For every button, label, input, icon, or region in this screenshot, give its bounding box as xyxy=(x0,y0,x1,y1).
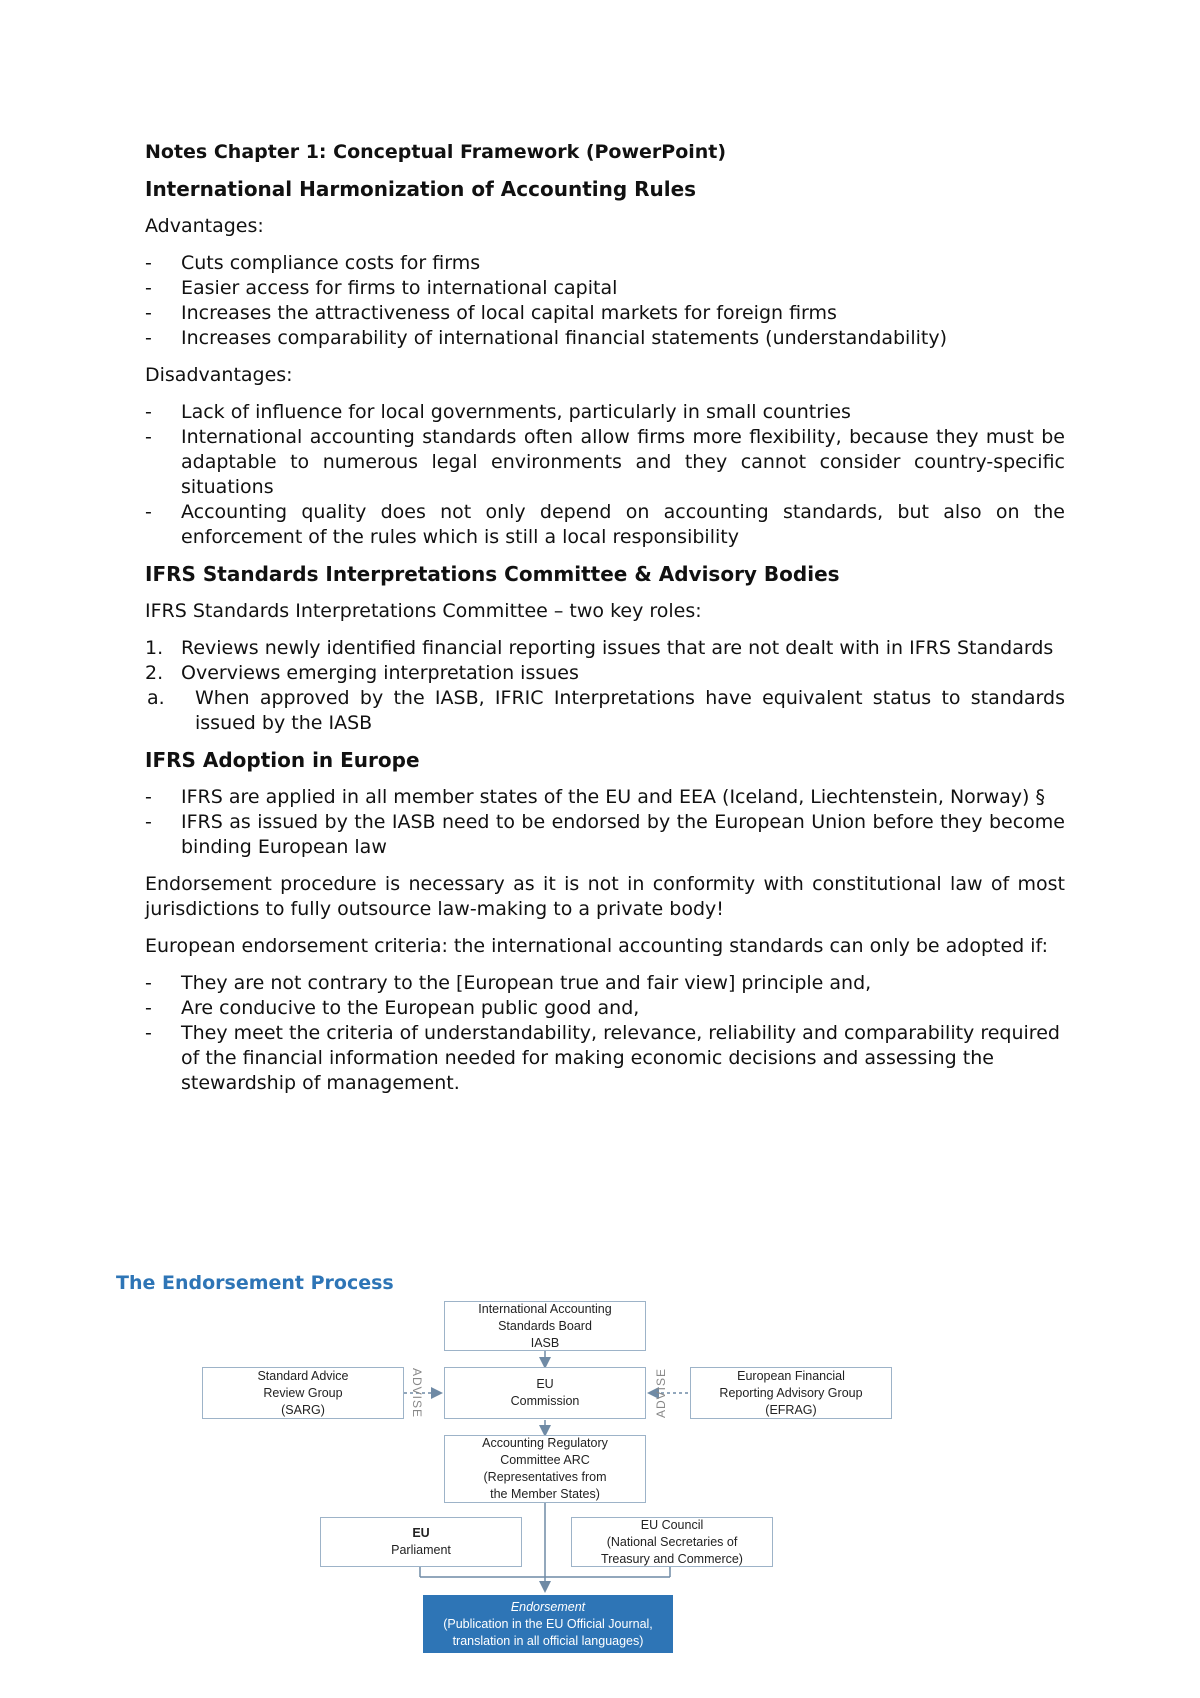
list-item: - Easier access for firms to international capital xyxy=(145,277,618,299)
page-title: Notes Chapter 1: Conceptual Framework (PowerPoint) xyxy=(145,141,727,163)
eu-council-box: EU Council (National Secretaries of Treasury and Commerce) xyxy=(571,1517,773,1567)
eu-commission-box: EU Commission xyxy=(444,1367,646,1419)
list-item: - Increases comparability of international financial statements (understandability) xyxy=(145,327,947,349)
list-item: 2. Overviews emerging interpretation issues xyxy=(145,662,579,684)
list-item: - Are conducive to the European public good and, xyxy=(145,997,640,1019)
iasb-box: International Accounting Standards Board IASB xyxy=(444,1301,646,1351)
list-item: - IFRS are applied in all member states of the EU and EEA (Iceland, Liechtenstein, Norway) § xyxy=(145,786,1045,808)
list-item: - They are not contrary to the [European true and fair view] principle and, xyxy=(145,972,872,994)
section-heading-adoption: IFRS Adoption in Europe xyxy=(145,748,420,772)
sarg-box: Standard Advice Review Group (SARG) xyxy=(202,1367,404,1419)
list-item: - Lack of influence for local governments, particularly in small countries xyxy=(145,401,851,423)
list-item: a. When approved by the IASB, IFRIC Interpretations have equivalent status to standards issued by the IASB xyxy=(147,687,1065,734)
section-heading-ifric: IFRS Standards Interpretations Committee & Advisory Bodies xyxy=(145,562,840,586)
section-heading-harmonization: International Harmonization of Accounting Rules xyxy=(145,177,697,201)
list-item: - IFRS as issued by the IASB need to be endorsed by the European Union before they become binding European law xyxy=(145,811,1065,858)
ifric-intro: IFRS Standards Interpretations Committee – two key roles: xyxy=(145,600,702,622)
endorsement-paragraph: Endorsement procedure is necessary as it is not in conformity with constitutional law of most jurisdictions to fully outsource law-making to a private body! xyxy=(145,873,1065,920)
list-item: 1. Reviews newly identified financial reporting issues that are not dealt with in IFRS Standards xyxy=(145,637,1054,659)
advise-label-left: ADVISE xyxy=(410,1367,425,1419)
eu-parliament-box: EU Parliament xyxy=(320,1517,522,1567)
advise-label-right: ADVISE xyxy=(654,1367,669,1419)
diagram-title: The Endorsement Process xyxy=(116,1272,394,1294)
efrag-box: European Financial Reporting Advisory Group (EFRAG) xyxy=(690,1367,892,1419)
list-item: - Cuts compliance costs for firms xyxy=(145,252,481,274)
criteria-intro: European endorsement criteria: the international accounting standards can only be adopted if: xyxy=(145,935,1048,957)
list-item: - International accounting standards often allow firms more flexibility, because they must be adaptable to numerous legal environments and they cannot consider country-specific situations xyxy=(145,426,1065,498)
list-item: - Accounting quality does not only depend on accounting standards, but also on the enforcement of the rules which is still a local responsibility xyxy=(145,501,1065,548)
disadvantages-label: Disadvantages: xyxy=(145,364,293,386)
advantages-label: Advantages: xyxy=(145,215,264,237)
list-item: - They meet the criteria of understandability, relevance, reliability and comparability required of the financial information needed for making economic decisions and assessing the stewardship of management. xyxy=(145,1022,1060,1094)
endorsement-box: Endorsement (Publication in the EU Official Journal, translation in all official languages) xyxy=(423,1595,673,1653)
list-item: - Increases the attractiveness of local capital markets for foreign firms xyxy=(145,302,837,324)
arc-box: Accounting Regulatory Committee ARC (Representatives from the Member States) xyxy=(444,1435,646,1503)
